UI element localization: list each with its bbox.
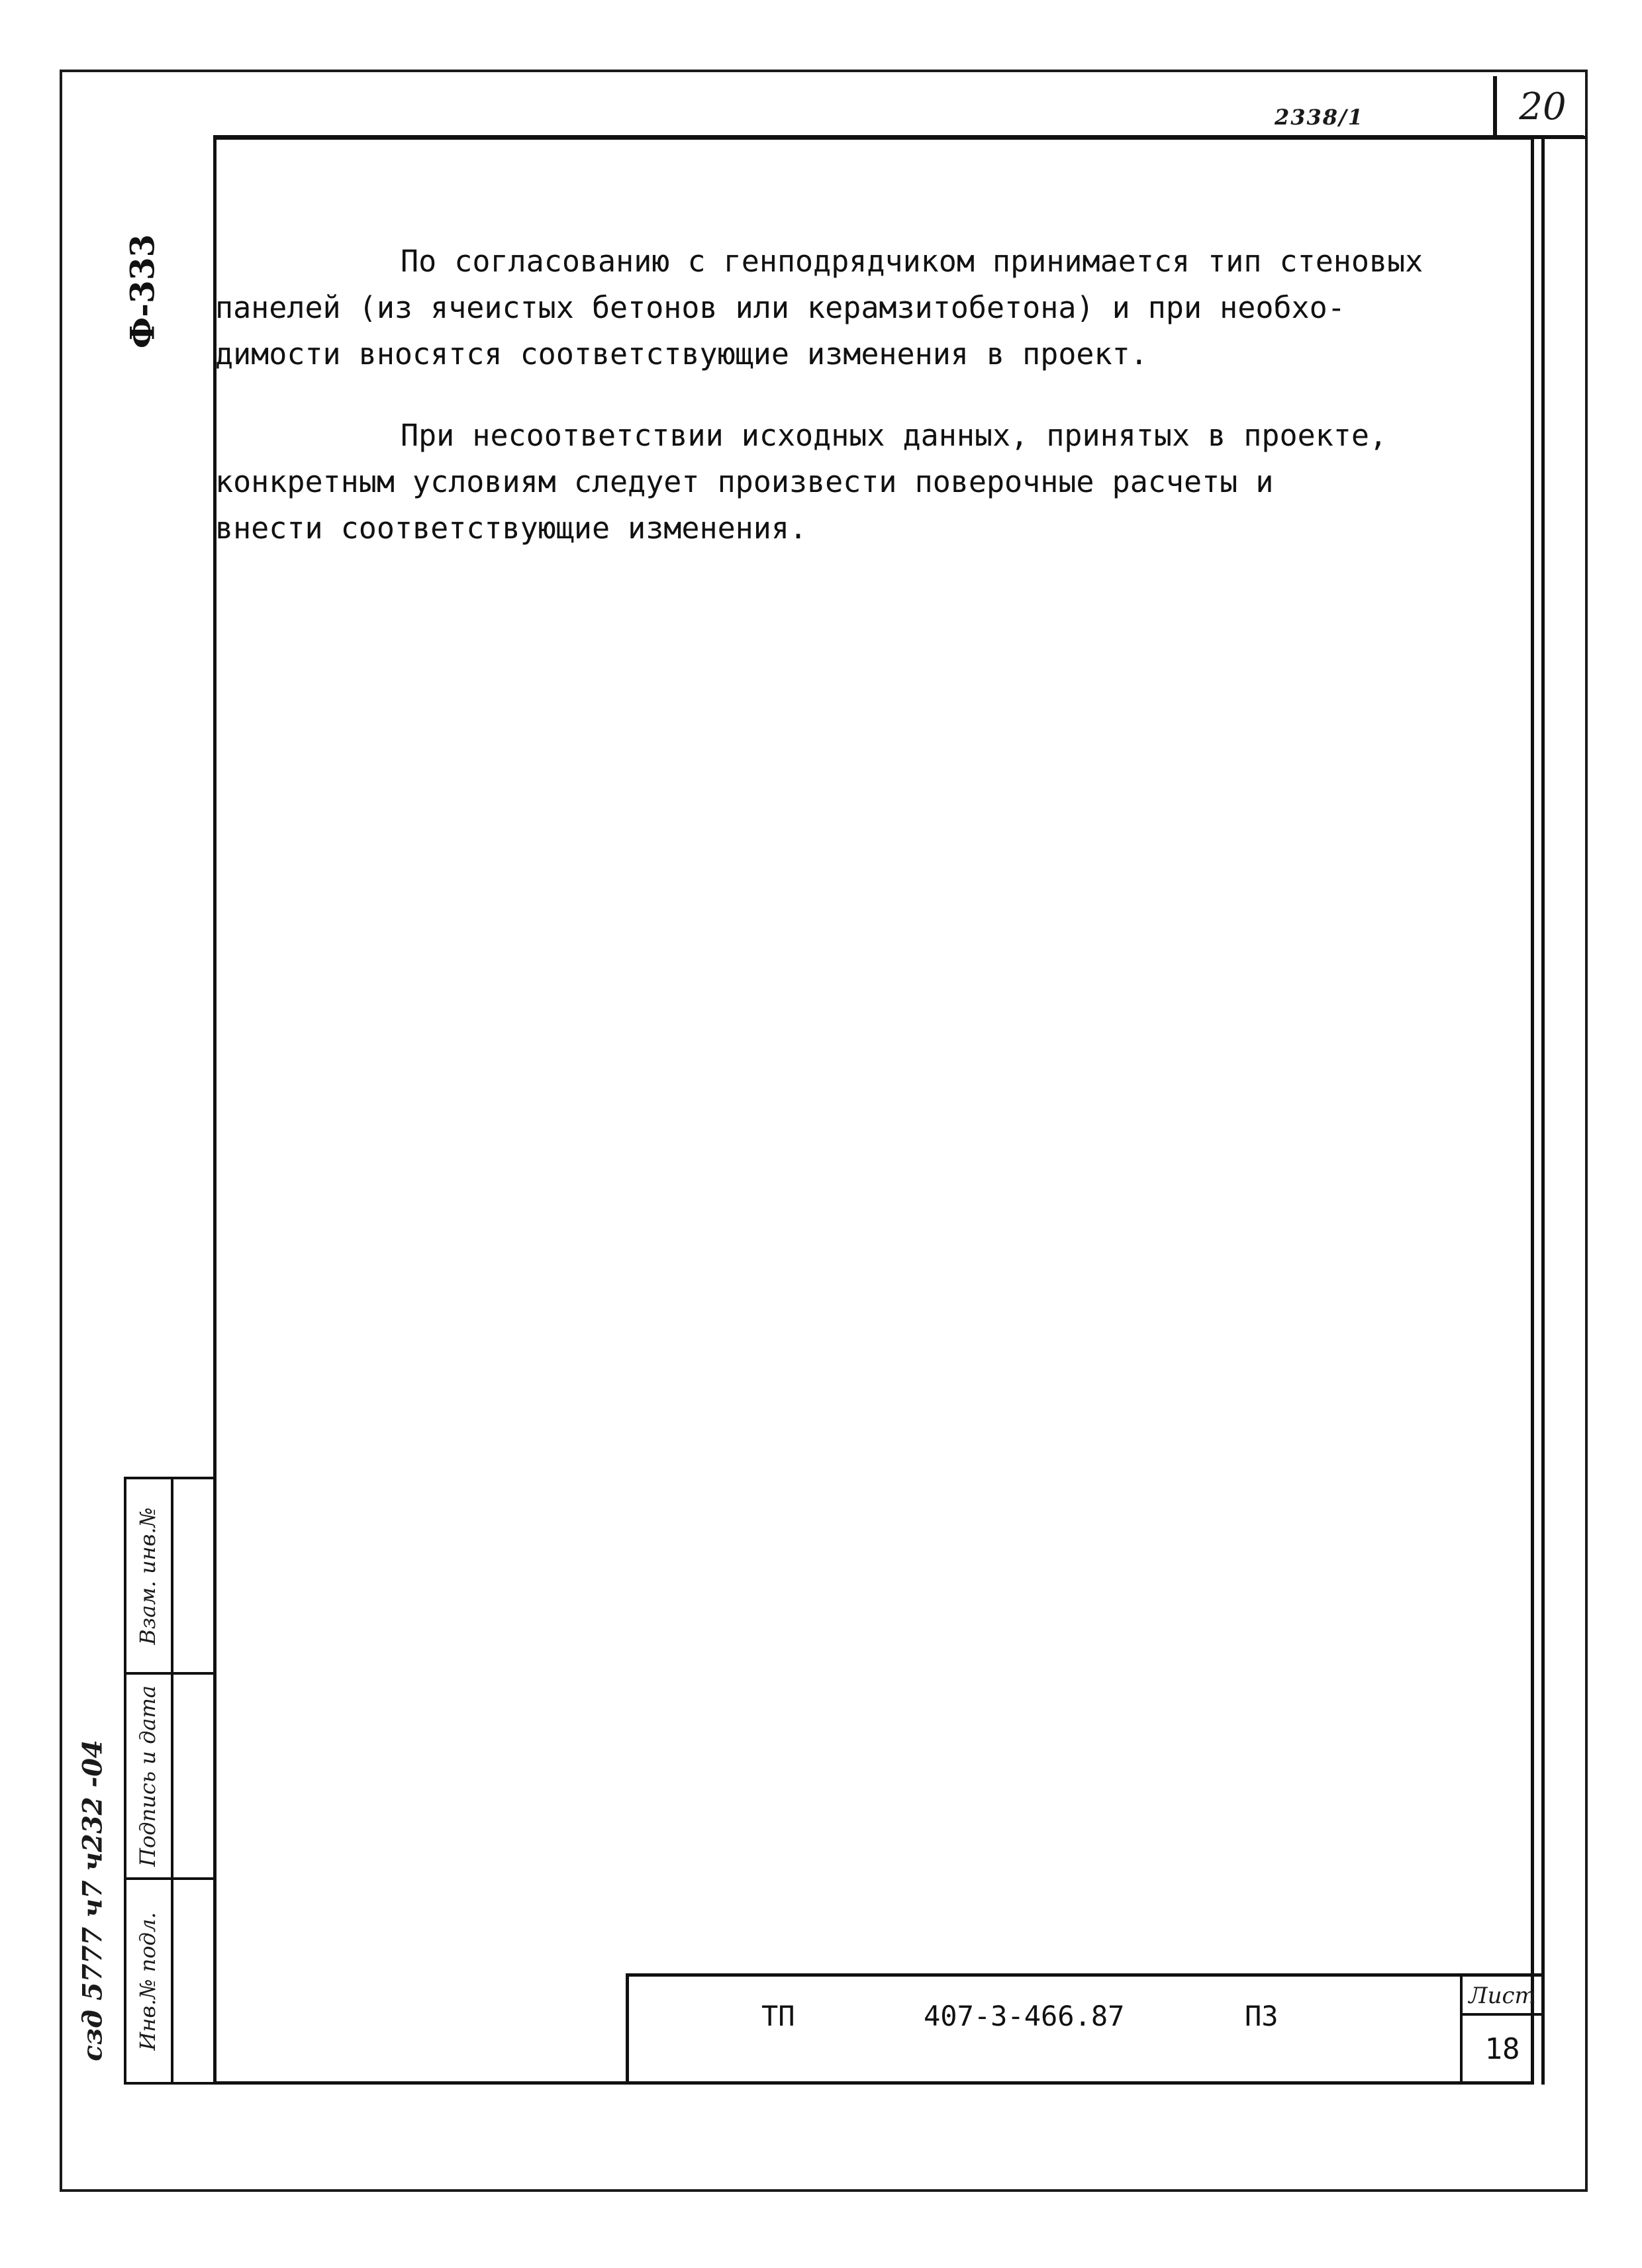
archive-stamp-number: 2338/1 — [1275, 105, 1365, 130]
text-line: По согласованию с генподрядчиком принимается тип стеновых — [401, 244, 1424, 279]
archive-handwritten-note: сзд 5777 ч7 ч232 -04 — [77, 1740, 109, 2061]
text-line: конкретным условиям следует произвести поверочные расчеты и — [215, 464, 1274, 499]
paragraph — [215, 413, 1506, 552]
title-block-divider — [1460, 1973, 1463, 2085]
text-line: димости вносятся соответствующие изменения в проект. — [215, 336, 1148, 371]
side-strip-cell — [126, 1675, 169, 1877]
text-line: внести соответствующие изменения. — [215, 511, 808, 546]
frame-right-line — [1541, 136, 1545, 2085]
signature-date-label: Подпись и дата — [135, 1685, 160, 1867]
form-code-container — [116, 205, 169, 377]
paragraph — [215, 238, 1506, 377]
side-strip-cell — [126, 1479, 169, 1672]
sheet-number: 20 — [1519, 85, 1567, 128]
document-code-suffix: ПЗ — [1245, 2000, 1279, 2032]
form-code: Ф-333 — [122, 234, 162, 349]
inventory-number-label: Инв.№ подл. — [135, 1912, 160, 2050]
side-strip-cell — [126, 1880, 169, 2082]
text-line: панелей (из ячеистых бетонов или керамзитобетона) и при необхо- — [215, 290, 1345, 325]
document-body — [215, 238, 1506, 587]
document-code-number: 407-3-466.87 — [924, 2000, 1125, 2032]
sheet-label: Лист — [1469, 1983, 1536, 2009]
text-line: При несоответствии исходных данных, принятых в проекте, — [401, 418, 1388, 453]
side-strip-column-divider — [171, 1477, 173, 2085]
replaced-inventory-label: Взам. инв.№ — [135, 1506, 160, 1645]
document-code-prefix: ТП — [761, 2000, 795, 2032]
page-number: 18 — [1484, 2032, 1520, 2066]
archive-note-container — [63, 1675, 122, 2126]
title-block-divider — [1460, 2013, 1543, 2016]
